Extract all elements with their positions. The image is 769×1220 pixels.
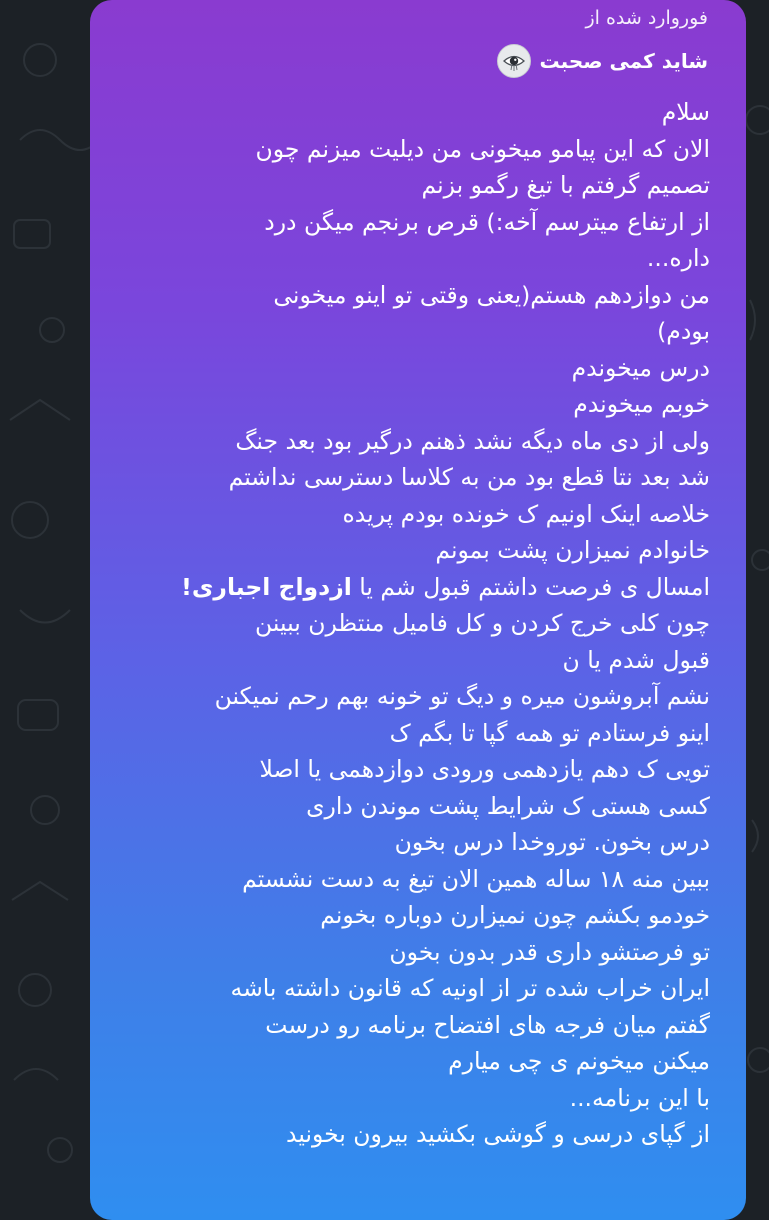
message-line: درس میخوندم xyxy=(571,353,710,382)
forwarded-channel-name: شاید کمی صحبت xyxy=(539,49,708,73)
forwarded-message-bubble[interactable] xyxy=(90,0,746,1220)
message-line: درس بخون. توروخدا درس بخون xyxy=(394,828,710,856)
message-line: گفتم میان فرجه های افتضاح برنامه رو درست xyxy=(265,1010,710,1039)
message-line: تو فرصتشو داری قدر بدون بخون xyxy=(389,937,710,966)
eye-avatar-icon[interactable] xyxy=(497,44,531,78)
message-line: اینو فرستادم تو همه گپا تا بگم ک xyxy=(389,718,710,747)
message-line: چون کلی خرج کردن و کل فامیل منتظرن ببینن xyxy=(255,609,710,637)
message-text xyxy=(181,94,710,1153)
message-line: قبول شدم یا ن xyxy=(562,645,710,674)
message-line-text: امسال ی فرصت داشتم قبول شم یا xyxy=(351,572,710,601)
message-line: میکنن میخونم ی چی میارم xyxy=(448,1047,710,1075)
message-line: سلام xyxy=(661,98,710,126)
message-line: تویی ک دهم یازدهمی ورودی دوازدهمی یا اصلا xyxy=(259,755,710,783)
message-line: خوبم میخوندم xyxy=(573,390,710,418)
message-line: نشم آبروشون میره و دیگ تو خونه بهم رحم نمیکنن xyxy=(214,682,710,710)
message-line: ولی از دی ماه دیگه نشد ذهنم درگیر بود بعد جنگ xyxy=(235,426,710,455)
message-line: تصمیم گرفتم با تیغ رگمو بزنم xyxy=(421,171,710,199)
message-line: کسی هستی ک شرایط پشت موندن داری xyxy=(306,791,710,820)
message-line-with-bold xyxy=(181,569,710,606)
forwarded-label: فوروارد شده از xyxy=(585,7,708,29)
message-line: با این برنامه... xyxy=(569,1083,710,1112)
message-line: بودم) xyxy=(657,317,710,345)
message-line: ایران خراب شده تر از اونیه که قانون داشته باشه xyxy=(230,974,710,1002)
message-line: از ارتفاع میترسم آخه:) قرص برنجم میگن درد xyxy=(264,207,710,236)
message-line: ببین منه ۱۸ ساله همین الان تیغ به دست نشستم xyxy=(242,864,710,893)
message-line: خانوادم نمیزارن پشت بمونم xyxy=(435,536,710,564)
message-line: من دوازدهم هستم(یعنی وقتی تو اینو میخونی xyxy=(273,280,710,309)
bold-phrase: ازدواج اجباری! xyxy=(181,572,352,601)
forwarded-source[interactable] xyxy=(497,44,708,78)
message-line: داره... xyxy=(646,244,710,272)
message-line: شد بعد نتا قطع بود من به کلاسا دسترسی نداشتم xyxy=(228,463,710,491)
message-line: خلاصه اینک اونیم ک خونده بودم پریده xyxy=(342,499,710,528)
message-line: الان که این پیامو میخونی من دیلیت میزنم چون xyxy=(255,134,710,163)
message-line: خودمو بکشم چون نمیزارن دوباره بخونم xyxy=(320,901,710,929)
message-line: از گپای درسی و گوشی بکشید بیرون بخونید xyxy=(286,1120,710,1148)
